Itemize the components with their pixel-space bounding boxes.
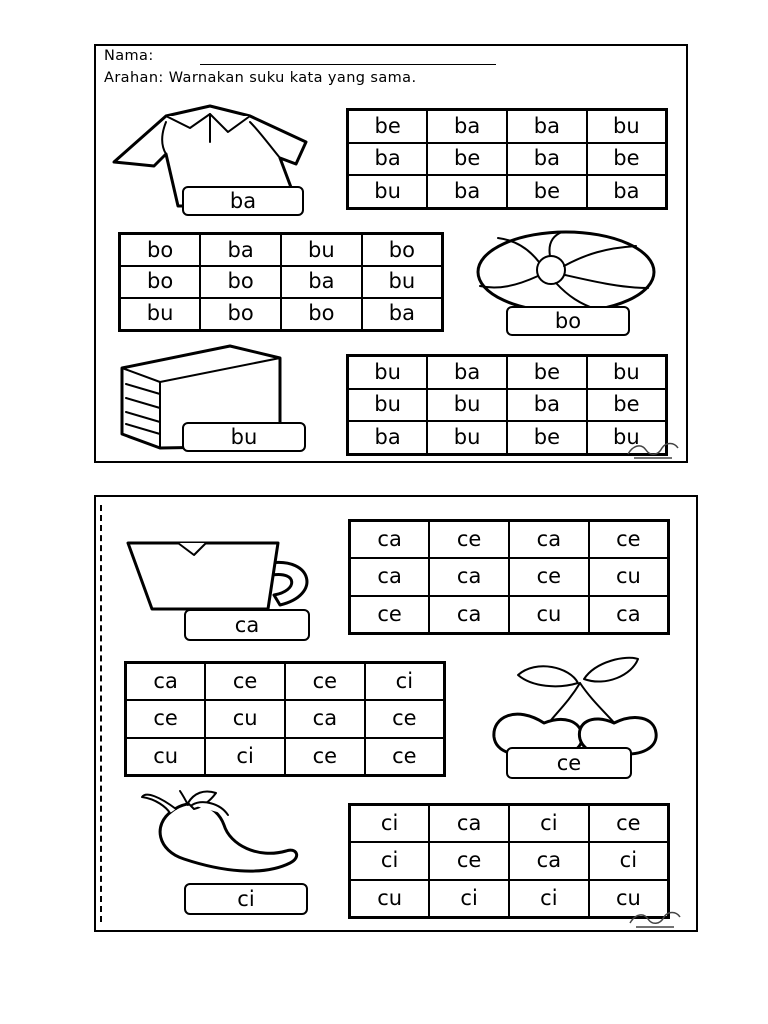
grid-cell[interactable]: ba — [200, 234, 281, 267]
grid-cell[interactable]: ce — [285, 663, 365, 701]
grid-cell[interactable]: bu — [362, 266, 443, 298]
grid-cell[interactable]: ce — [285, 738, 365, 776]
picture-label: ba — [182, 186, 304, 216]
grid-cell[interactable]: ca — [589, 596, 669, 634]
grid-cell[interactable]: bu — [427, 389, 507, 422]
grid-cell[interactable]: ba — [281, 266, 362, 298]
grid-cell[interactable]: ce — [126, 700, 206, 737]
watermark-logo-icon — [624, 436, 682, 460]
grid-cell[interactable]: bu — [281, 234, 362, 267]
grid-cell[interactable]: ba — [362, 298, 443, 331]
grid-cell[interactable]: ca — [350, 521, 430, 559]
grid-cell[interactable]: ci — [509, 805, 589, 843]
grid-cell[interactable]: bu — [348, 389, 428, 422]
grid-cell[interactable]: ci — [589, 842, 669, 879]
grid-cell[interactable]: cu — [509, 596, 589, 634]
grid-cell[interactable]: ci — [350, 842, 430, 879]
grid-cell[interactable]: cu — [589, 558, 669, 595]
syllable-grid — [118, 232, 444, 332]
grid-cell[interactable]: ba — [348, 143, 428, 176]
grid-cell[interactable]: bu — [120, 298, 201, 331]
grid-cell[interactable]: ba — [507, 143, 587, 176]
grid-cell[interactable]: ce — [589, 805, 669, 843]
grid-cell[interactable]: cu — [205, 700, 285, 737]
name-line — [200, 64, 496, 65]
grid-cell[interactable]: be — [348, 110, 428, 143]
grid-cell[interactable]: bo — [362, 234, 443, 267]
grid-cell[interactable]: cu — [350, 880, 430, 918]
syllable-grid — [346, 108, 668, 210]
grid-cell[interactable]: ci — [429, 880, 509, 918]
grid-cell[interactable]: be — [587, 389, 667, 422]
grid-cell[interactable]: be — [507, 356, 587, 389]
grid-cell[interactable]: ba — [348, 421, 428, 454]
cut-line — [100, 505, 102, 922]
syllable-grid — [346, 354, 668, 456]
grid-cell[interactable]: ca — [429, 805, 509, 843]
grid-cell[interactable]: bo — [120, 266, 201, 298]
grid-cell[interactable]: ca — [285, 700, 365, 737]
grid-cell[interactable]: ca — [429, 596, 509, 634]
grid-cell[interactable]: ba — [587, 175, 667, 208]
grid-cell[interactable]: ci — [205, 738, 285, 776]
grid-cell[interactable]: ca — [509, 842, 589, 879]
syllable-grid — [348, 519, 670, 635]
grid-cell[interactable]: ce — [429, 842, 509, 879]
instruction-text: Arahan: Warnakan suku kata yang sama. — [104, 70, 417, 86]
grid-cell[interactable]: bu — [348, 356, 428, 389]
grid-cell[interactable]: ca — [350, 558, 430, 595]
grid-cell[interactable]: ce — [509, 558, 589, 595]
grid-cell[interactable]: be — [587, 143, 667, 176]
grid-cell[interactable]: be — [507, 421, 587, 454]
grid-cell[interactable]: ca — [126, 663, 206, 701]
grid-cell[interactable]: ce — [205, 663, 285, 701]
picture-label: bo — [506, 306, 630, 336]
grid-cell[interactable]: ba — [427, 110, 507, 143]
worksheet-ca-ce-ci — [94, 495, 698, 932]
grid-cell[interactable]: ba — [427, 175, 507, 208]
grid-cell[interactable]: bu — [587, 110, 667, 143]
picture-label: bu — [182, 422, 306, 452]
grid-cell[interactable]: ci — [350, 805, 430, 843]
watermark-logo-icon — [626, 905, 684, 929]
grid-cell[interactable]: ba — [507, 110, 587, 143]
grid-cell[interactable]: ce — [429, 521, 509, 559]
grid-cell[interactable]: bu — [427, 421, 507, 454]
picture-label: ci — [184, 883, 308, 915]
chili-icon — [132, 787, 308, 887]
grid-cell[interactable]: cu — [126, 738, 206, 776]
grid-cell[interactable]: bo — [200, 298, 281, 331]
grid-cell[interactable]: bu — [587, 421, 667, 454]
grid-cell[interactable]: ci — [365, 663, 445, 701]
grid-cell[interactable]: ce — [589, 521, 669, 559]
grid-cell[interactable]: bo — [120, 234, 201, 267]
picture-label: ca — [184, 609, 310, 641]
grid-cell[interactable]: bo — [200, 266, 281, 298]
grid-cell[interactable]: ci — [509, 880, 589, 918]
grid-cell[interactable]: ca — [429, 558, 509, 595]
grid-cell[interactable]: cu — [589, 880, 669, 918]
worksheet-ba-bo-bu — [94, 44, 688, 463]
cup-icon — [124, 537, 320, 617]
grid-cell[interactable]: ca — [509, 521, 589, 559]
name-label: Nama: — [104, 48, 154, 64]
grid-cell[interactable]: bo — [281, 298, 362, 331]
syllable-grid — [124, 661, 446, 777]
grid-cell[interactable]: ce — [365, 700, 445, 737]
grid-cell[interactable]: ba — [427, 356, 507, 389]
grid-cell[interactable]: be — [507, 175, 587, 208]
picture-label: ce — [506, 747, 632, 779]
grid-cell[interactable]: bu — [348, 175, 428, 208]
grid-cell[interactable]: ce — [350, 596, 430, 634]
grid-cell[interactable]: ba — [507, 389, 587, 422]
syllable-grid — [348, 803, 670, 919]
grid-cell[interactable]: bu — [587, 356, 667, 389]
grid-cell[interactable]: ce — [365, 738, 445, 776]
grid-cell[interactable]: be — [427, 143, 507, 176]
